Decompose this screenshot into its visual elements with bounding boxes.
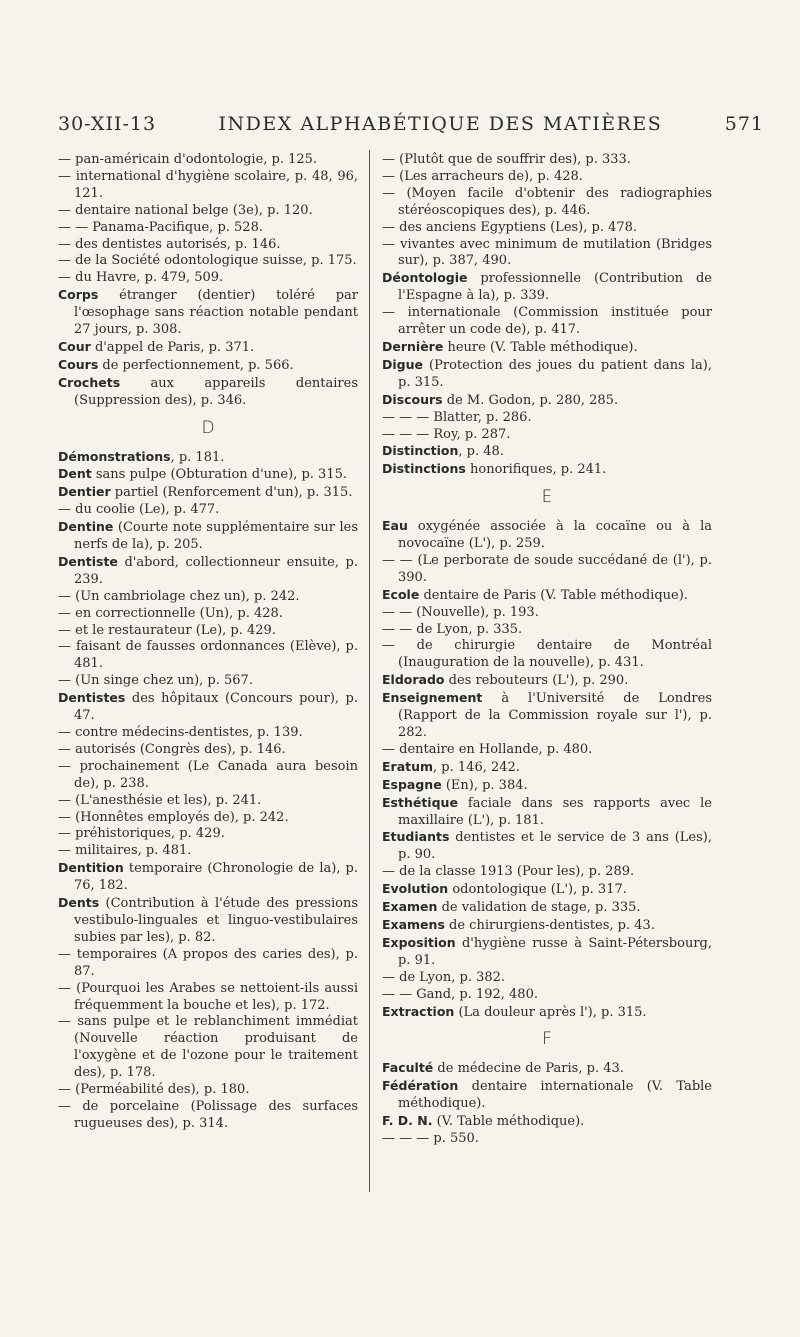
index-entry (58, 1014, 358, 1082)
entry-text: de perfectionnement, p. 566. (98, 357, 294, 373)
entry-keyword: Eau (382, 518, 408, 534)
index-entry (58, 725, 358, 742)
entry-keyword: F. D. N. (382, 1113, 433, 1129)
entry-keyword: Dents (58, 895, 100, 911)
entry-text: (Contribution à l'étude des pressions vestibulo-linguales et linguo-vestibulaires subies par les), p. 82. (74, 896, 358, 945)
entry-text: — du Havre, p. 479, 509. (58, 270, 224, 286)
index-entry (58, 466, 358, 484)
index-entry (382, 1131, 712, 1148)
entry-text: — — — Roy, p. 287. (382, 426, 511, 442)
header-date: 30-XII-13 (58, 113, 157, 135)
entry-keyword: Dentiste (58, 553, 118, 569)
index-entry (382, 690, 712, 742)
entry-keyword: Déontologie (382, 270, 468, 286)
index-entry (382, 605, 712, 622)
entry-text: honorifiques, p. 241. (465, 462, 607, 478)
entry-text: — de porcelaine (Polissage des surfaces rugueuses des), p. 314. (58, 1098, 358, 1131)
index-entry (382, 587, 712, 605)
entry-text: (En), p. 384. (441, 777, 528, 793)
index-entry (58, 484, 358, 502)
entry-text: — (Perméabilité des), p. 180. (58, 1082, 250, 1098)
index-entry (58, 1082, 358, 1099)
entry-text: de médecine de Paris, p. 43. (433, 1061, 624, 1077)
index-entry (58, 375, 358, 410)
index-entry (58, 589, 358, 606)
entry-text: — pan-américain d'odontologie, p. 125. (58, 152, 318, 167)
index-entry (382, 759, 712, 777)
entry-keyword: Cour (58, 338, 91, 354)
entry-text: — — — Blatter, p. 286. (382, 409, 532, 425)
entry-keyword: Digue (382, 356, 423, 372)
index-entry (382, 305, 712, 339)
entry-text: — — Gand, p. 192, 480. (382, 986, 538, 1002)
entry-keyword: Dernière (382, 338, 444, 354)
index-entry (58, 152, 358, 169)
entry-text: — autorisés (Congrès des), p. 146. (58, 741, 286, 757)
index-entry (382, 186, 712, 220)
entry-text: — du coolie (Le), p. 477. (58, 502, 220, 518)
right-column (382, 152, 712, 1148)
entry-text: — (L'anesthésie et les), p. 241. (58, 792, 262, 808)
index-entry (58, 270, 358, 287)
index-entry (58, 449, 358, 467)
index-entry (382, 899, 712, 917)
entry-text: — faisant de fausses ordonnances (Elève), p. 481. (58, 639, 358, 672)
entry-text: de validation de stage, p. 335. (437, 900, 641, 916)
entry-text: — de la Société odontologique suisse, p. 175. (58, 253, 357, 269)
entry-text: , p. 146, 242. (433, 759, 520, 775)
entry-text: temporaire (Chronologie de la), p. 76, 182. (74, 861, 358, 894)
entry-text: — (Pourquoi les Arabes se nettoient-ils aussi fréquemment la bouche et les), p. 172. (58, 980, 358, 1013)
entry-text: (V. Table méthodique). (432, 1114, 585, 1130)
left-column (58, 152, 358, 1133)
index-entry (382, 1113, 712, 1131)
index-entry (382, 1060, 712, 1078)
entry-text: de chirurgiens-dentistes, p. 43. (444, 917, 655, 933)
entry-keyword: Crochets (58, 374, 121, 390)
entry-text: — (Un singe chez un), p. 567. (58, 673, 253, 689)
entry-keyword: Faculté (382, 1060, 434, 1076)
entry-text: à l'Université de Londres (Rapport de la Commission royale sur l'), p. 282. (398, 691, 712, 740)
section-letter: D (201, 417, 215, 438)
index-entry (382, 864, 712, 881)
index-entry (58, 169, 358, 203)
entry-keyword: Distinctions (382, 461, 466, 477)
index-entry (382, 970, 712, 987)
entry-text: d'hygiène russe à Saint-Pétersbourg, p. 91. (398, 935, 712, 968)
index-entry (382, 829, 712, 864)
entry-text: des hôpitaux (Concours pour), p. 47. (74, 691, 358, 724)
entry-keyword: Evolution (382, 881, 449, 897)
index-entry (58, 519, 358, 554)
entry-text: — (Honnêtes employés de), p. 242. (58, 809, 289, 825)
index-entry (58, 759, 358, 793)
entry-text: — — — p. 550. (382, 1130, 479, 1146)
entry-text: — (Plutôt que de souffrir des), p. 333. (382, 152, 631, 167)
entry-keyword: Discours (382, 391, 443, 407)
entry-text: étranger (dentier) toléré par l'œsophage sans réaction notable pendant 27 jours, p. 308. (74, 288, 358, 338)
index-entry (58, 253, 358, 270)
index-entry (382, 339, 712, 357)
index-entry (382, 881, 712, 899)
entry-text: — des anciens Egyptiens (Les), p. 478. (382, 219, 638, 235)
entry-keyword: Dentition (58, 860, 124, 876)
entry-text: partiel (Renforcement d'un), p. 315. (110, 485, 353, 501)
entry-text: — temporaires (A propos des caries des), p. 87. (58, 946, 358, 979)
entry-text: — international d'hygiène scolaire, p. 48, 96, 121. (58, 168, 358, 201)
entry-text: oxygénée associée à la cocaïne ou à la novocaïne (L'), p. 259. (398, 519, 712, 552)
index-entry (382, 427, 712, 444)
index-entry (58, 357, 358, 375)
entry-text: dentaire internationale (V. Table méthodique). (398, 1079, 712, 1112)
index-entry (382, 672, 712, 690)
entry-text: — vivantes avec minimum de mutilation (Bridges sur), p. 387, 490. (382, 236, 712, 269)
entry-text: sans pulpe (Obturation d'une), p. 315. (91, 467, 347, 483)
entry-keyword: Exposition (382, 934, 456, 950)
index-entry (58, 810, 358, 827)
entry-text: odontologique (L'), p. 317. (448, 882, 627, 898)
entry-keyword: Esthétique (382, 794, 458, 810)
entry-text: dentistes et le service de 3 ans (Les), p. 90. (398, 830, 712, 863)
index-entry (58, 203, 358, 220)
entry-text: — — Panama-Pacifique, p. 528. (58, 219, 263, 235)
entry-keyword: Examens (382, 916, 445, 932)
index-entry (58, 690, 358, 725)
entry-text: — et le restaurateur (Le), p. 429. (58, 622, 276, 638)
entry-keyword: Enseignement (382, 690, 483, 706)
entry-text: — prochainement (Le Canada aura besoin de), p. 238. (58, 758, 358, 791)
entry-text: dentaire de Paris (V. Table méthodique). (419, 587, 688, 603)
index-entry (58, 793, 358, 810)
header-title: INDEX ALPHABÉTIQUE DES MATIÈRES (218, 113, 663, 135)
index-entry (382, 935, 712, 970)
entry-text: (La douleur après l'), p. 315. (454, 1004, 647, 1020)
index-entry (382, 553, 712, 587)
index-entry (382, 152, 712, 169)
entry-text: faciale dans ses rapports avec le maxillaire (L'), p. 181. (398, 795, 712, 828)
entry-keyword: Fédération (382, 1078, 459, 1094)
index-entry (58, 947, 358, 981)
index-entry (58, 606, 358, 623)
index-entry (382, 410, 712, 427)
index-entry (382, 795, 712, 830)
index-entry (58, 339, 358, 357)
index-entry (382, 777, 712, 795)
index-entry (382, 638, 712, 672)
entry-text: — — (Nouvelle), p. 193. (382, 604, 539, 620)
entry-text: — (Les arracheurs de), p. 428. (382, 168, 583, 184)
entry-text: — en correctionnelle (Un), p. 428. (58, 605, 283, 621)
entry-text: — sans pulpe et le reblanchiment immédiat (Nouvelle réaction produisant de l'oxygène et de l'ozone pour le traitement des), p. 178. (58, 1014, 358, 1081)
entry-text: (Protection des joues du patient dans la), p. 315. (398, 357, 712, 390)
entry-keyword: Corps (58, 287, 99, 303)
index-entry (382, 987, 712, 1004)
index-entry (58, 981, 358, 1015)
index-entry (382, 237, 712, 271)
entry-keyword: Extraction (382, 1003, 455, 1019)
index-entry (58, 554, 358, 589)
entry-text: — dentaire en Hollande, p. 480. (382, 741, 593, 757)
entry-text: — (Moyen facile d'obtenir des radiographies stéréoscopiques des), p. 446. (382, 185, 712, 218)
entry-keyword: Distinction (382, 443, 459, 459)
entry-text: — — (Le perborate de soude succédané de (l'), p. 390. (382, 552, 712, 585)
entry-text: — militaires, p. 481. (58, 843, 192, 859)
index-entry (58, 623, 358, 640)
entry-keyword: Etudiants (382, 829, 450, 845)
section-letter: E (541, 487, 553, 508)
index-entry (382, 443, 712, 461)
index-entry (382, 1078, 712, 1113)
column-divider (369, 150, 370, 1192)
entry-text: — internationale (Commission instituée pour arrêter un code de), p. 417. (382, 305, 712, 338)
index-entry (382, 518, 712, 553)
entry-text: , p. 48. (458, 444, 504, 460)
entry-text: — de Lyon, p. 382. (382, 969, 506, 985)
page-header (58, 113, 764, 135)
index-entry (382, 220, 712, 237)
entry-keyword: Examen (382, 899, 438, 915)
index-entry (382, 270, 712, 305)
entry-text: — (Un cambriolage chez un), p. 242. (58, 588, 300, 604)
index-entry (58, 220, 358, 237)
entry-text: — dentaire national belge (3e), p. 120. (58, 202, 313, 218)
index-entry (382, 392, 712, 410)
entry-keyword: Ecole (382, 586, 420, 602)
entry-text: des rebouteurs (L'), p. 290. (444, 673, 629, 689)
index-entry (382, 917, 712, 935)
entry-text: de M. Godon, p. 280, 285. (442, 392, 619, 408)
index-entry (58, 742, 358, 759)
index-entry (58, 1099, 358, 1133)
index-entry (382, 622, 712, 639)
entry-text: (Courte note supplémentaire sur les nerfs de la), p. 205. (74, 520, 358, 553)
entry-text: — contre médecins-dentistes, p. 139. (58, 725, 303, 740)
index-entry (382, 357, 712, 392)
entry-text: , p. 181. (170, 449, 225, 465)
entry-keyword: Dentier (58, 484, 111, 500)
index-entry (58, 287, 358, 339)
index-entry (58, 639, 358, 673)
index-entry (58, 860, 358, 895)
entry-text: — préhistoriques, p. 429. (58, 826, 225, 842)
index-entry (58, 673, 358, 690)
entry-text: heure (V. Table méthodique). (443, 339, 638, 355)
entry-keyword: Dent (58, 466, 92, 482)
entry-text: — — de Lyon, p. 335. (382, 621, 523, 637)
entry-text: d'appel de Paris, p. 371. (90, 339, 255, 355)
index-entry (382, 1004, 712, 1022)
entry-keyword: Espagne (382, 776, 442, 792)
entry-text: professionnelle (Contribution de l'Espagne à la), p. 339. (398, 271, 712, 304)
section-letter: F (542, 1029, 552, 1050)
entry-keyword: Eldorado (382, 672, 445, 688)
entry-text: — de chirurgie dentaire de Montréal (Inauguration de la nouvelle), p. 431. (382, 638, 712, 671)
entry-text: d'abord, collectionneur ensuite, p. 239. (74, 554, 358, 587)
index-entry (58, 895, 358, 947)
index-entry (58, 843, 358, 860)
entry-keyword: Démonstrations (58, 448, 171, 464)
entry-keyword: Dentistes (58, 690, 126, 706)
index-entry (382, 742, 712, 759)
index-entry (58, 826, 358, 843)
index-entry (382, 461, 712, 479)
entry-keyword: Eratum (382, 758, 434, 774)
page-number: 571 (724, 113, 764, 135)
entry-keyword: Cours (58, 356, 99, 372)
entry-text: — des dentistes autorisés, p. 146. (58, 236, 281, 252)
entry-text: — de la classe 1913 (Pour les), p. 289. (382, 864, 635, 880)
index-entry (58, 502, 358, 519)
entry-text: aux appareils dentaires (Suppression des), p. 346. (74, 375, 358, 408)
entry-keyword: Dentine (58, 519, 114, 535)
index-entry (382, 169, 712, 186)
index-entry (58, 237, 358, 254)
